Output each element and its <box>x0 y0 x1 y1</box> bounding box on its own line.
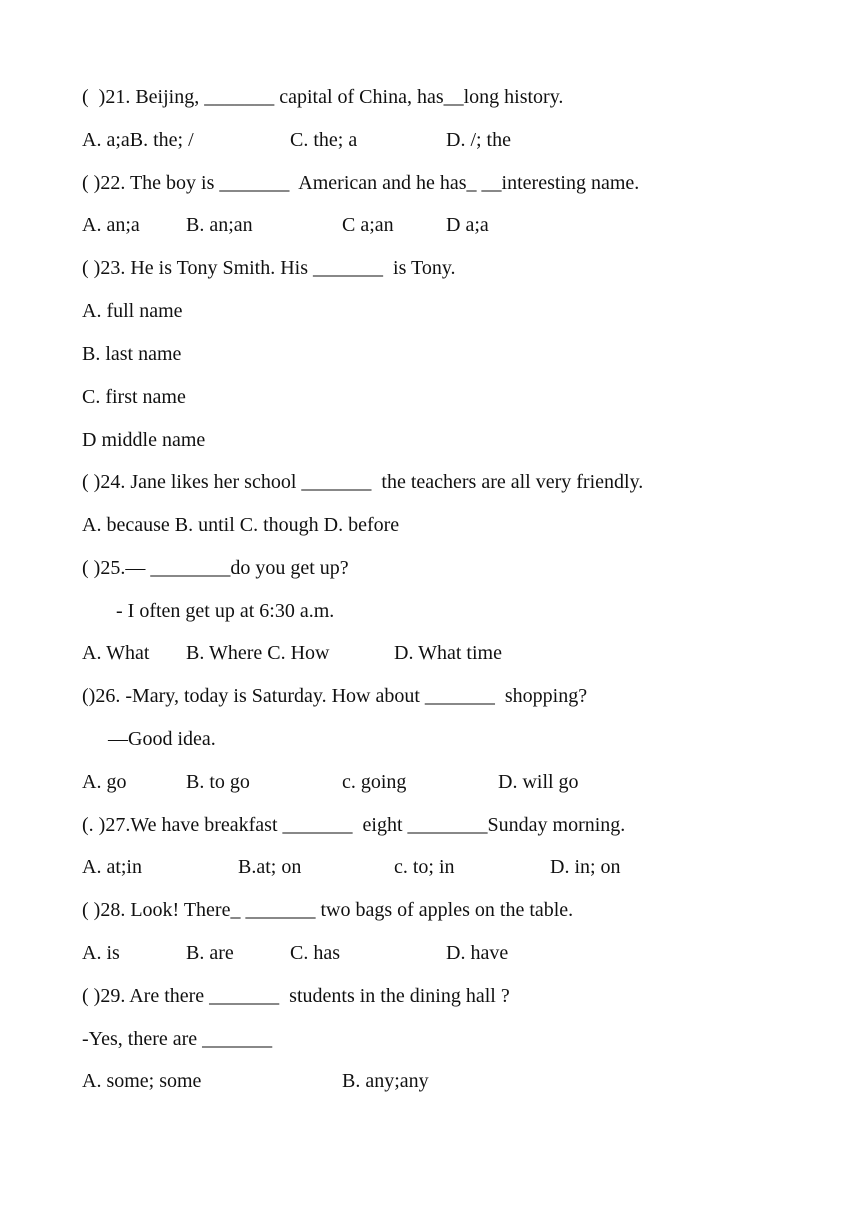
option: A. go <box>82 771 127 793</box>
option: c. going <box>342 771 407 793</box>
option: B. last name <box>82 343 182 365</box>
option: D. will go <box>498 771 579 793</box>
option: B. are <box>186 942 234 964</box>
option: A. a;aB. the; / <box>82 129 194 151</box>
option: D. in; on <box>550 856 621 878</box>
question-26-options <box>82 767 782 797</box>
question-24-options: A. because B. until C. though D. before <box>82 514 400 536</box>
option: B. an;an <box>186 214 253 236</box>
question-21-options <box>82 125 782 155</box>
option: D. /; the <box>446 129 511 151</box>
option: D a;a <box>446 214 489 236</box>
option: A. is <box>82 942 120 964</box>
option: D middle name <box>82 429 206 451</box>
option: A. some; some <box>82 1070 202 1092</box>
question-21-stem: ( )21. Beijing, _______ capital of China, has__long history. <box>82 86 564 108</box>
option: A. What <box>82 642 150 664</box>
question-22-options <box>82 210 782 240</box>
question-25-stem: ( )25.— ________do you get up? <box>82 557 349 579</box>
question-27-options <box>82 852 782 882</box>
question-29-stem: ( )29. Are there _______ students in the dining hall ? <box>82 985 510 1007</box>
question-29-options <box>82 1066 782 1096</box>
question-25-response: - I often get up at 6:30 a.m. <box>116 600 335 622</box>
question-23-stem: ( )23. He is Tony Smith. His _______ is Tony. <box>82 257 456 279</box>
question-26-stem: ()26. -Mary, today is Saturday. How about _______ shopping? <box>82 685 588 707</box>
option: D. What time <box>394 642 502 664</box>
option: B.at; on <box>238 856 302 878</box>
question-28-stem: ( )28. Look! There_ _______ two bags of apples on the table. <box>82 899 574 921</box>
option: B. any;any <box>342 1070 429 1092</box>
question-29-response: -Yes, there are _______ <box>82 1028 273 1050</box>
option: D. have <box>446 942 509 964</box>
option: A. full name <box>82 300 183 322</box>
option: A. at;in <box>82 856 142 878</box>
question-27-stem: (. )27.We have breakfast _______ eight ________Sunday morning. <box>82 814 626 836</box>
option: B. to go <box>186 771 250 793</box>
option: C a;an <box>342 214 394 236</box>
option: C. has <box>290 942 340 964</box>
option: c. to; in <box>394 856 455 878</box>
option: B. Where C. How <box>186 642 330 664</box>
question-26-response: —Good idea. <box>108 728 216 750</box>
question-25-options <box>82 638 782 668</box>
option: C. the; a <box>290 129 358 151</box>
question-24-stem: ( )24. Jane likes her school _______ the teachers are all very friendly. <box>82 471 644 493</box>
question-28-options <box>82 938 782 968</box>
question-22-stem: ( )22. The boy is _______ American and he has_ __interesting name. <box>82 172 640 194</box>
option: A. an;a <box>82 214 140 236</box>
option: C. first name <box>82 386 186 408</box>
